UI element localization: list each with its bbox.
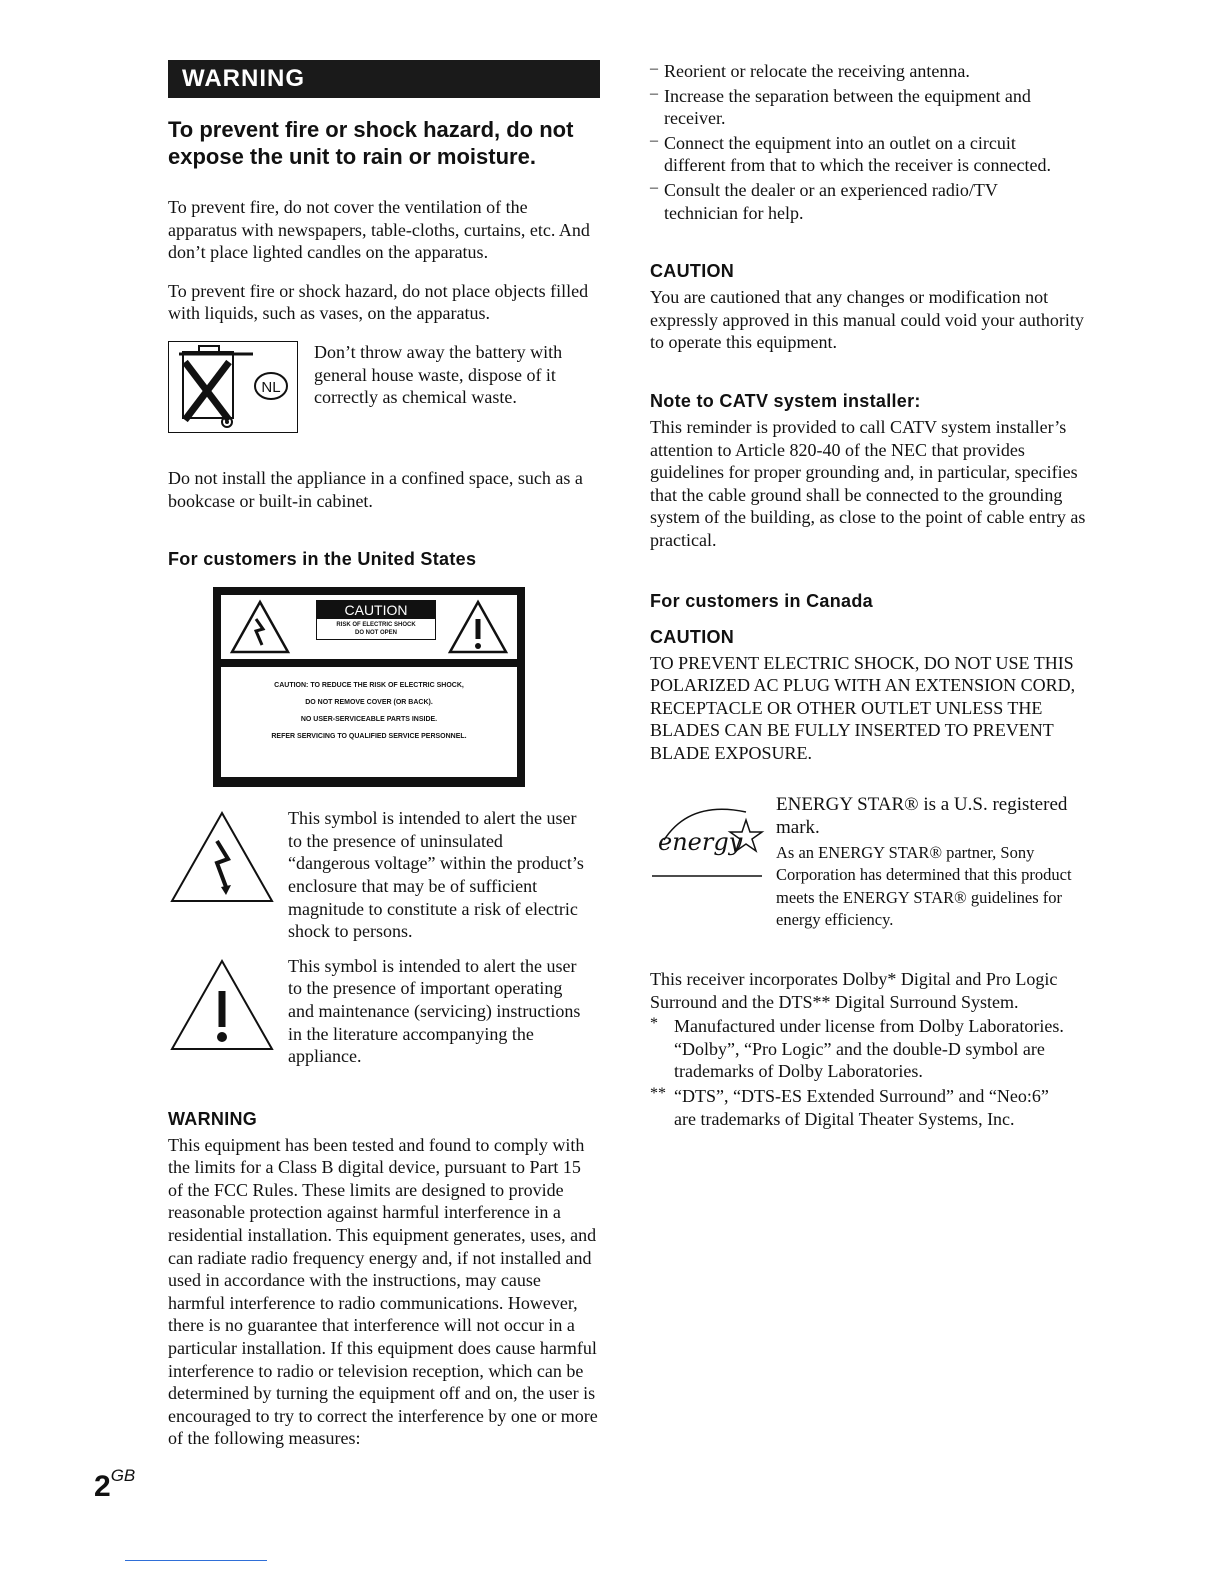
canada-caution-heading: CAUTION xyxy=(650,626,735,647)
important-symbol-row xyxy=(168,955,600,1068)
energy-star-logo-icon xyxy=(650,794,776,932)
exclamation-warning-icon xyxy=(447,599,509,655)
energy-text-1: ENERGY STAR® is a U.S. registered mark. xyxy=(776,794,1068,839)
battery-disposal-icon xyxy=(168,341,298,433)
caution-text: You are cautioned that any changes or modification not expressly approved in this manual could void your authority to operate this equipment. xyxy=(650,287,1084,353)
left-column xyxy=(168,60,600,1450)
footnote-dts: ** “DTS”, “DTS-ES Extended Surround” and “Neo:6” are trademarks of Digital Theater Systems, Inc. xyxy=(650,1085,1049,1129)
para-liquids: To prevent fire or shock hazard, do not place objects filled with liquids, such as vases, on the apparatus. xyxy=(168,280,589,324)
main-heading: To prevent fire or shock hazard, do not expose the unit to rain or moisture. xyxy=(168,117,574,169)
energy-star-block xyxy=(650,794,1090,932)
footnote-dolby: * Manufactured under license from Dolby Laboratories. “Dolby”, “Pro Logic” and the double-D symbol are trademarks of Dolby Laboratories. xyxy=(650,1015,1064,1082)
measure-item: – Consult the dealer or an experienced radio/TV technician for help. xyxy=(650,178,998,223)
important-symbol-text: This symbol is intended to alert the user to the presence of important operating and maintenance (servicing) instructions in the literature accompanying the appliance. xyxy=(288,955,581,1067)
canada-caution-text: TO PREVENT ELECTRIC SHOCK, DO NOT USE THIS POLARIZED AC PLUG WITH AN EXTENSION CORD, RECEPTACLE OR OTHER OUTLET UNLESS THE BLADES CAN BE FULLY INSERTED TO PREVENT BLADE EXPOSURE. xyxy=(650,652,1076,763)
exclamation-triangle-icon xyxy=(168,955,288,1068)
voltage-symbol-row xyxy=(168,807,600,943)
catv-text: This reminder is provided to call CATV system installer’s attention to Article 820-40 of the NEC that provides guidelines for proper grounding and, in particular, specifies that the cable ground shall be connected to the grounding system of the building, as close to the point of cable entry as practical. xyxy=(650,416,1086,550)
voltage-symbol-text: This symbol is intended to alert the user to the presence of uninsulated “dangerous voltage” within the product’s enclosure that may be of sufficient magnitude to constitute a risk of electric shock to persons. xyxy=(288,808,584,942)
catv-heading: Note to CATV system installer: xyxy=(650,390,921,411)
battery-notice xyxy=(168,341,600,433)
energy-logo-text: energy xyxy=(658,828,743,857)
energy-text-2: As an ENERGY STAR® partner, Sony Corporation has determined that this product meets the ENERGY STAR® guidelines for energy efficiency. xyxy=(776,842,1072,930)
warning-text: This equipment has been tested and found to comply with the limits for a Class B digital device, pursuant to Part 15 of the FCC Rules. These limits are designed to provide reasonable protection against harmful interference in a residential installation. This equipment generates, uses, and can radiate radio frequency energy and, if not installed and used in accordance with the instructions, may cause harmful interference to radio communications. However, there is no guarantee that interference will not occur in a particular installation. If this equipment does cause harmful interference to radio or television reception, which can be determined by turning the equipment off and on, the user is encouraged to try to correct the interference by one or more of the following measures: xyxy=(168,1134,598,1449)
caution-box: CAUTION RISK OF ELECTRIC SHOCK DO NOT OPEN xyxy=(316,600,436,640)
caution-heading: CAUTION xyxy=(650,261,735,282)
page-number: $2^{GB}$ xyxy=(94,1466,136,1503)
nl-label: NL xyxy=(261,378,281,396)
caution-label xyxy=(213,587,525,787)
battery-text: Don’t throw away the battery with general house waste, dispose of it correctly as chemical waste. xyxy=(314,341,563,408)
measure-item: – Increase the separation between the equipment and receiver. xyxy=(650,84,1031,129)
measure-item: – Connect the equipment into an outlet on a circuit different from that to which the receiver is connected. xyxy=(650,131,1052,176)
lightning-triangle-icon xyxy=(168,807,288,943)
warning-banner: WARNING xyxy=(168,60,600,98)
footer-rule xyxy=(125,1560,267,1561)
lightning-warning-icon xyxy=(229,599,291,655)
us-heading: For customers in the United States xyxy=(168,549,477,570)
measure-item: – Reorient or relocate the receiving antenna. xyxy=(650,60,970,81)
para-ventilation: To prevent fire, do not cover the ventilation of the apparatus with newspapers, table-cloths, curtains, etc. And don’t place lighted candles on the apparatus. xyxy=(168,197,590,263)
right-column xyxy=(650,60,1090,1130)
para-confined: Do not install the appliance in a confined space, such as a bookcase or built-in cabinet. xyxy=(168,467,583,511)
canada-heading: For customers in Canada xyxy=(650,590,873,611)
dolby-text: This receiver incorporates Dolby* Digital and Pro Logic Surround and the DTS** Digital Surround System. xyxy=(650,969,1058,1012)
warning-heading: WARNING xyxy=(168,1108,258,1129)
label-instructions: CAUTION: TO REDUCE THE RISK OF ELECTRIC SHOCK, DO NOT REMOVE COVER (OR BACK). NO USER-SERVICEABLE PARTS INSIDE. REFER SERVICING TO QUALIFIED SERVICE PERSONNEL. xyxy=(221,667,517,777)
